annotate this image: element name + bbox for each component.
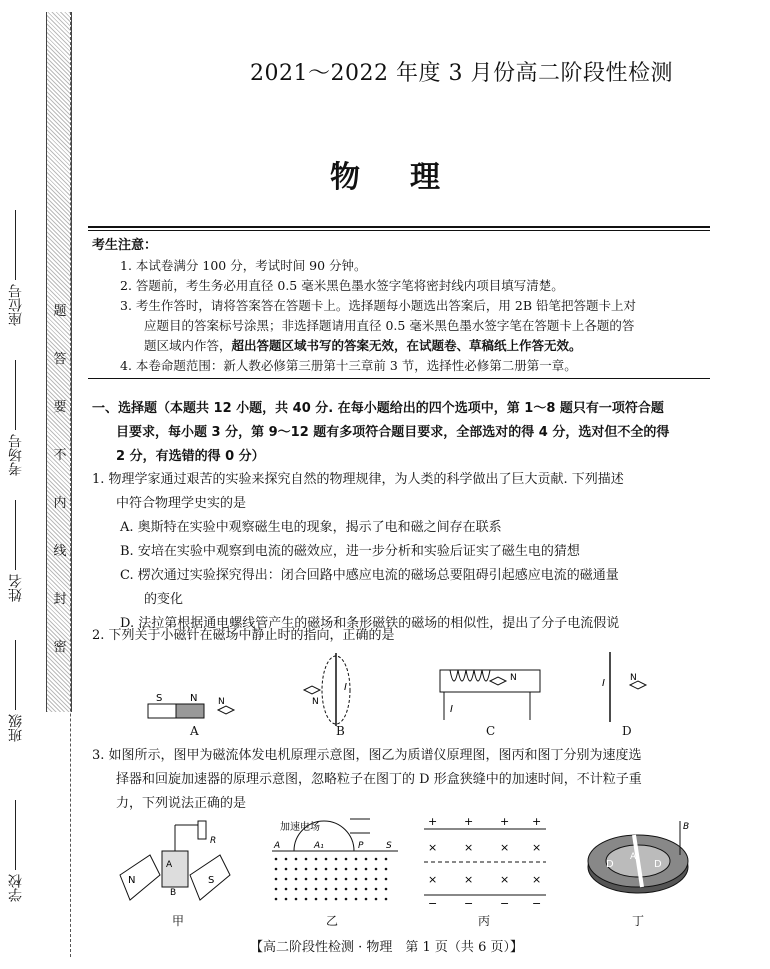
q3-stem: 3. 如图所示，图甲为磁流体发电机原理示意图，图乙为质谱仪原理图，图丙和图丁分别为速度选 xyxy=(92,748,642,763)
question-2 xyxy=(92,624,718,648)
seal-char: 密 xyxy=(53,640,67,655)
notice-block xyxy=(92,236,712,376)
field-dot xyxy=(315,858,318,861)
notice-item: 2. 答题前，考生务必用直径 0.5 毫米黑色墨水签字笔将密封线内项目填写清楚。 xyxy=(120,278,564,293)
q2-stem: 2. 下列关于小磁针在磁场中静止时的指向，正确的是 xyxy=(92,628,395,643)
field-dot xyxy=(375,878,378,881)
seat-field[interactable] xyxy=(6,210,36,326)
field-dot xyxy=(355,888,358,891)
field-dot xyxy=(345,858,348,861)
field-dot xyxy=(355,878,358,881)
field-dot xyxy=(355,868,358,871)
q2-figure-c xyxy=(430,650,550,730)
cross-mark: × xyxy=(464,873,474,886)
field-dot xyxy=(365,898,368,901)
field-dot xyxy=(335,888,338,891)
seal-char: 线 xyxy=(53,544,67,559)
q1-stem: 中符合物理学史实的是 xyxy=(116,496,247,511)
notice-text: 题区域内作答， xyxy=(144,338,232,353)
minus-sign: − xyxy=(532,897,542,910)
needle-n: N xyxy=(312,697,319,707)
divider xyxy=(88,230,710,231)
needle-n: N xyxy=(510,673,517,683)
q3-figure-jia xyxy=(110,815,240,910)
field-dot xyxy=(345,898,348,901)
field-dot xyxy=(315,888,318,891)
q3-label-jia: 甲 xyxy=(172,914,185,928)
field-dot xyxy=(335,868,338,871)
field-dot xyxy=(375,868,378,871)
field-dot xyxy=(295,878,298,881)
field-dot xyxy=(305,888,308,891)
letter-s2: S xyxy=(386,841,392,851)
cross-mark: × xyxy=(532,873,542,886)
letter-p: P xyxy=(358,841,364,851)
needle-n: N xyxy=(630,673,637,683)
seal-char: 要 xyxy=(53,400,67,415)
field-dot xyxy=(385,868,388,871)
plus-sign: + xyxy=(500,815,510,828)
q2-label-c: C xyxy=(486,724,496,738)
q2-label-d: D xyxy=(622,724,632,738)
q3-figure-yi xyxy=(270,815,400,910)
cross-mark: × xyxy=(428,873,438,886)
field-dot xyxy=(345,868,348,871)
letter-r: R xyxy=(210,836,217,846)
q2-figure-a xyxy=(140,650,250,730)
field-dot xyxy=(305,898,308,901)
q3-label-ding: 丁 xyxy=(632,914,645,928)
subject-title: 物理 xyxy=(330,160,490,195)
field-dot xyxy=(335,878,338,881)
current-i: I xyxy=(602,678,605,689)
letter-s: S xyxy=(208,875,215,886)
dot-field xyxy=(275,858,388,901)
q1-option-c: C. 楞次通过实验探究得出：闭合回路中感应电流的磁场总要阻碍引起感应电流的磁通量 xyxy=(120,568,619,583)
q1-option-c-cont: 的变化 xyxy=(144,592,184,607)
seal-text xyxy=(52,300,68,684)
field-dot xyxy=(335,858,338,861)
accel-field-label: 加速电场 xyxy=(280,822,320,833)
field-dot xyxy=(335,898,338,901)
field-dot xyxy=(375,898,378,901)
question-3 xyxy=(92,744,718,816)
field-dot xyxy=(275,878,278,881)
seat-label: 座位号 xyxy=(8,284,24,326)
letter-d: D xyxy=(606,859,614,870)
q2-label-a: A xyxy=(190,724,199,738)
cross-mark: × xyxy=(464,841,474,854)
letter-a: A xyxy=(166,860,173,870)
field-dot xyxy=(275,858,278,861)
cross-mark: × xyxy=(500,841,510,854)
q2-label-b: B xyxy=(336,724,345,738)
room-label: 考场号 xyxy=(8,434,24,476)
field-dot xyxy=(345,888,348,891)
q2-figure-d xyxy=(590,650,670,730)
field-dot xyxy=(275,868,278,871)
notice-item: 1. 本试卷满分 100 分，考试时间 90 分钟。 xyxy=(120,258,367,273)
divider xyxy=(88,378,710,379)
notice-item: 4. 本卷命题范围：新人教必修第三册第十三章前 3 节，选择性必修第二册第一章。 xyxy=(120,358,577,373)
field-dot xyxy=(385,858,388,861)
seal-char: 题 xyxy=(53,304,67,319)
plus-sign: + xyxy=(428,815,438,828)
letter-a1: A₁ xyxy=(314,841,324,851)
field-dot xyxy=(315,868,318,871)
letter-n: N xyxy=(128,875,136,886)
notice-head: 考生注意： xyxy=(92,238,158,253)
cross-mark: × xyxy=(532,841,542,854)
field-dot xyxy=(355,898,358,901)
field-dot xyxy=(365,888,368,891)
field-dot xyxy=(355,858,358,861)
field-dot xyxy=(295,868,298,871)
section-line: 目要求，每小题 3 分，第 9～12 题有多项符合题目要求，全部选对的得 4 分，选对但不全的得 xyxy=(116,425,670,440)
q1-stem: 1. 物理学家通过艰苦的实验来探究自然的物理规律，为人类的科学做出了巨大贡献. 下列描述 xyxy=(92,472,624,487)
seal-char: 封 xyxy=(53,592,67,607)
section-line: 一、选择题（本题共 12 小题，共 40 分. 在每小题给出的四个选项中，第 1～8 题只有一项符合题 xyxy=(92,401,664,416)
plus-sign: + xyxy=(464,815,474,828)
field-dot xyxy=(385,898,388,901)
field-dot xyxy=(305,868,308,871)
field-dot xyxy=(285,868,288,871)
minus-sign: − xyxy=(464,897,474,910)
q3-label-bing: 丙 xyxy=(478,914,491,928)
exam-title: 2021～2022 年度 3 月份高二阶段性检测 xyxy=(250,61,673,86)
seal-line xyxy=(70,12,71,957)
pole-n: N xyxy=(190,693,198,704)
class-label: 班级 xyxy=(8,714,24,742)
letter-a: A xyxy=(630,852,637,862)
plus-sign: + xyxy=(532,815,542,828)
field-dot xyxy=(295,888,298,891)
class-field[interactable] xyxy=(6,640,36,742)
field-dot xyxy=(385,888,388,891)
field-dot xyxy=(285,888,288,891)
school-field[interactable] xyxy=(6,800,36,902)
notice-item: 应题目的答案标号涂黑；非选择题请用直径 0.5 毫米黑色墨水签字笔在答题卡上各题的答 xyxy=(144,318,635,333)
school-label: 学校 xyxy=(8,874,24,902)
q3-figure-ding xyxy=(580,815,700,910)
field-dot xyxy=(345,878,348,881)
field-dot xyxy=(385,878,388,881)
name-field[interactable] xyxy=(6,500,36,602)
divider xyxy=(88,226,710,228)
field-dot xyxy=(285,898,288,901)
seal-char: 答 xyxy=(53,352,67,367)
field-dot xyxy=(365,878,368,881)
q3-stem: 力，下列说法正确的是 xyxy=(116,796,247,811)
q1-option-d: D. 法拉第根据通电螺线管产生的磁场和条形磁铁的磁场的相似性，提出了分子电流假说 xyxy=(120,616,620,631)
letter-a: A xyxy=(274,841,281,851)
q3-stem: 择器和回旋加速器的原理示意图，忽略粒子在图丁的 D 形盒狭缝中的加速时间，不计粒子重 xyxy=(116,772,642,787)
field-dot xyxy=(275,888,278,891)
needle-n: N xyxy=(218,697,225,707)
field-dot xyxy=(325,888,328,891)
field-dot xyxy=(365,868,368,871)
current-i: I xyxy=(450,704,453,715)
pole-s: S xyxy=(156,693,163,704)
question-1 xyxy=(92,468,718,636)
field-dot xyxy=(315,898,318,901)
section-heading xyxy=(92,397,718,469)
q2-figure-b xyxy=(290,648,390,728)
field-dot xyxy=(295,858,298,861)
notice-item: 3. 考生作答时，请将答案答在答题卡上。选择题每小题选出答案后，用 2B 铅笔把答题卡上对 xyxy=(120,298,636,313)
room-field[interactable] xyxy=(6,360,36,476)
q3-figure-bing xyxy=(420,815,550,910)
letter-b: B xyxy=(170,888,177,898)
q1-option-a: A. 奥斯特在实验中观察磁生电的现象，揭示了电和磁之间存在联系 xyxy=(120,520,502,535)
field-dot xyxy=(305,858,308,861)
q3-label-yi: 乙 xyxy=(326,914,339,928)
field-dot xyxy=(275,898,278,901)
minus-sign: − xyxy=(428,897,438,910)
seal-char: 内 xyxy=(53,496,67,511)
minus-sign: − xyxy=(500,897,510,910)
notice-warning: 超出答题区域书写的答案无效，在试题卷、草稿纸上作答无效。 xyxy=(231,338,582,353)
field-dot xyxy=(315,878,318,881)
letter-b: B xyxy=(683,822,690,832)
field-dot xyxy=(365,858,368,861)
field-dot xyxy=(375,888,378,891)
notice-item-line xyxy=(92,336,712,356)
letter-d: D xyxy=(654,859,662,870)
q1-option-b: B. 安培在实验中观察到电流的磁效应，进一步分析和实验后证实了磁生电的猜想 xyxy=(120,544,580,559)
field-dot xyxy=(325,878,328,881)
name-label: 姓名 xyxy=(8,574,24,602)
current-i: I xyxy=(344,682,347,693)
field-dot xyxy=(285,858,288,861)
seal-char: 不 xyxy=(53,448,67,463)
field-dot xyxy=(285,878,288,881)
page-footer: 【高二阶段性检测 · 物理 第 1 页（共 6 页）】 xyxy=(250,940,523,955)
field-dot xyxy=(305,878,308,881)
field-dot xyxy=(295,898,298,901)
section-line: 2 分，有选错的得 0 分） xyxy=(116,449,265,464)
field-dot xyxy=(325,898,328,901)
field-dot xyxy=(325,868,328,871)
field-dot xyxy=(375,858,378,861)
field-dot xyxy=(325,858,328,861)
cross-mark: × xyxy=(428,841,438,854)
cross-mark: × xyxy=(500,873,510,886)
